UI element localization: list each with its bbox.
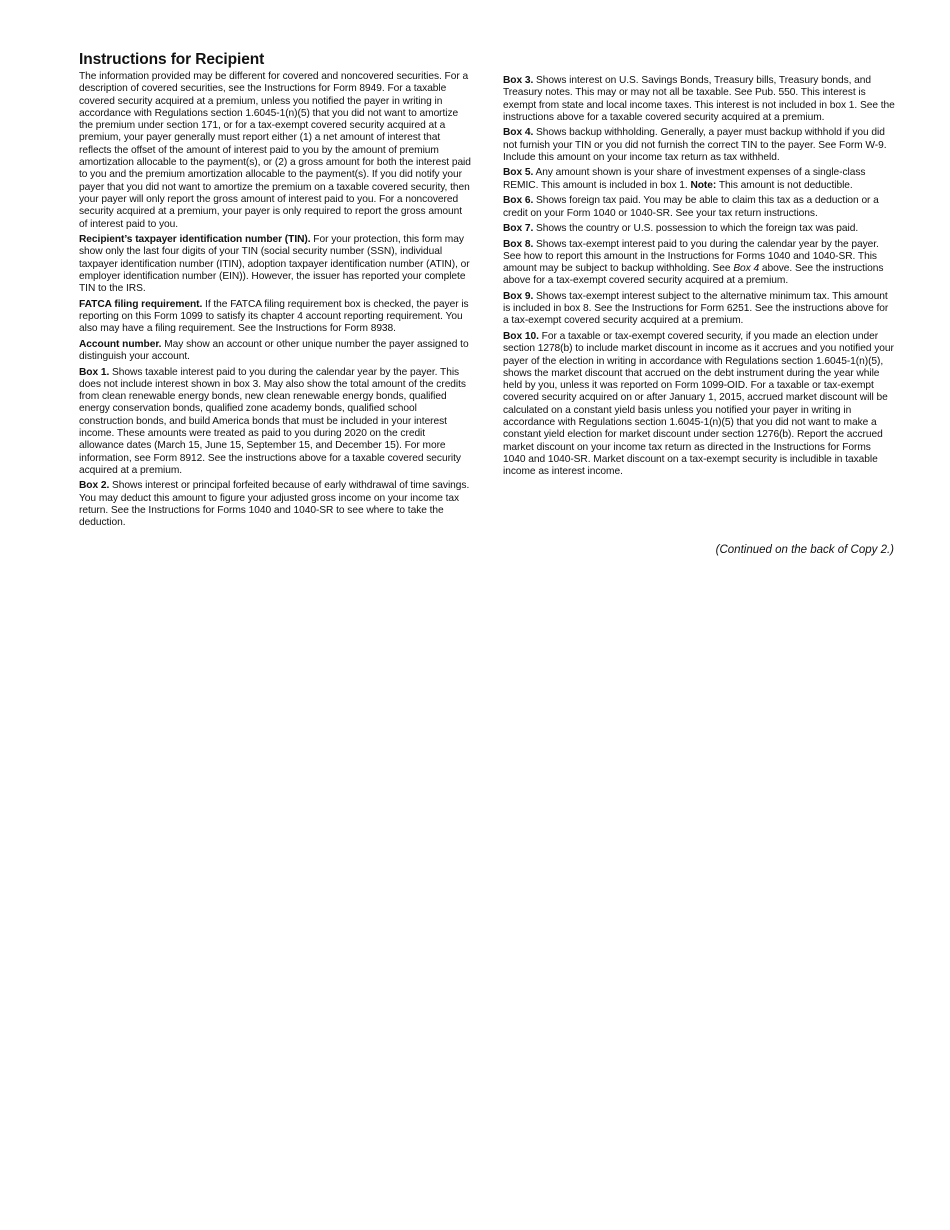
box3-paragraph — [503, 75, 895, 124]
account-text: May show an account or other unique number the payer assigned to distinguish your account. — [79, 338, 469, 363]
left-column — [79, 71, 471, 533]
box2-paragraph — [79, 480, 471, 529]
fatca-text: If the FATCA filing requirement box is checked, the payer is reporting on this Form 1099 to satisfy its chapter 4 account reporting requirement. You also may have a filing requirement. See the Instructions for Form 8938. — [79, 298, 469, 335]
box10-heading: Box 10. — [503, 330, 539, 342]
fatca-heading: FATCA filing requirement. — [79, 298, 203, 310]
box5-paragraph — [503, 167, 895, 192]
box8-text-a: Shows tax-exempt interest paid to you during the calendar year by the payer. See how to report this amount in the Instructions for Forms 1040 and 1040-SR. This amount may be subject to backup withholding. See — [503, 238, 879, 275]
box9-heading: Box 9. — [503, 290, 534, 302]
box4-paragraph — [503, 127, 895, 164]
box7-heading: Box 7. — [503, 223, 534, 235]
box9-paragraph — [503, 291, 895, 328]
box7-paragraph — [503, 223, 895, 235]
box8-reference: Box 4 — [733, 263, 760, 275]
fatca-paragraph — [79, 299, 471, 336]
box1-heading: Box 1. — [79, 366, 110, 378]
box1-paragraph — [79, 367, 471, 478]
box10-text: For a taxable or tax-exempt covered security, if you made an election under section 1278(b) to include market discount in income as it accrues and you notified your payer of the election in writing in accordance with Regulations section 1.6045-1(n)(5), shows the market discount that accrued on the debt instrument during the year while held by you, unless it was reported on Form 1099-OID. For a taxable or tax-exempt covered security acquired on or after January 1, 2015, accrued market discount will be calculated on a constant yield basis unless you notified your payer in writing in accordance with Regulations section 1.6045-1(n)(5) that you did not want to make a constant yield election for market discount under section 1276(b). Report the accrued market discount on your income tax return as directed in the Instructions for Forms 1040 and 1040-SR. Market discount on a tax-exempt security is includible in taxable income as interest income. — [503, 330, 894, 478]
tin-paragraph — [79, 234, 471, 295]
box9-text: Shows tax-exempt interest subject to the alternative minimum tax. This amount is included in box 8. See the Instructions for Form 6251. See the instructions above for a tax-exempt covered security acquired at a premium. — [503, 290, 889, 327]
page-title: Instructions for Recipient — [79, 51, 265, 68]
box6-text: Shows foreign tax paid. You may be able to claim this tax as a deduction or a credit on your Form 1040 or 1040-SR. See your tax return instructions. — [503, 195, 879, 219]
box5-heading: Box 5. — [503, 167, 534, 179]
box6-paragraph — [503, 195, 895, 220]
box3-heading: Box 3. — [503, 75, 534, 86]
box6-heading: Box 6. — [503, 195, 534, 207]
box5-note-label: Note: — [690, 179, 717, 191]
box1-text: Shows taxable interest paid to you during the calendar year by the payer. This does not include interest shown in box 3. May also show the total amount of the credits from clean renewable energy bonds, new clean renewable energy bonds, qualified energy conservation bonds, qualified zone academy bonds, qualified school construction bonds, and build America bonds that must be included in your interest income. These amounts were treated as paid to you during 2020 on the credit allowance dates (March 15, June 15, September 15, and December 15). For more information, see Form 8912. See the instructions above for a taxable covered security acquired at a premium. — [79, 366, 466, 476]
intro-paragraph: The information provided may be different for covered and noncovered securities. For a description of covered securities, see the Instructions for Form 8949. For a taxable covered security acquired at a premium, unless you notified the payer in writing in accordance with Regulations section 1.6045-1(n)(5) that you did not want to amortize the premium under section 171, or for a tax-exempt covered security acquired at a premium, your payer generally must report either (1) a net amount of interest that reflects the offset of the amount of interest paid to you by the amount of premium amortization allocable to the payment(s), or (2) a gross amount for both the interest paid to you and the premium amortization allocable to the payment(s). If you did notify your payer that you did not want to amortize the premium on a taxable covered security, then your payer will only report the gross amount of interest paid to you. For a noncovered security acquired at a premium, your payer is only required to report the gross amount of interest paid to you. — [79, 71, 471, 230]
box4-heading: Box 4. — [503, 127, 534, 139]
box4-text: Shows backup withholding. Generally, a payer must backup withhold if you did not furnish your TIN or you did not furnish the correct TIN to the payer. See Form W-9. Include this amount on your income tax return as tax withheld. — [503, 127, 887, 163]
box2-text: Shows interest or principal forfeited because of early withdrawal of time savings. You may deduct this amount to figure your adjusted gross income on your income tax return. See the Instructions for Forms 1040 and 1040-SR to see where to take the deduction. — [79, 480, 470, 529]
box8-paragraph — [503, 239, 895, 288]
box8-heading: Box 8. — [503, 238, 534, 250]
tin-heading: Recipient’s taxpayer identification number (TIN). — [79, 234, 311, 246]
box7-text: Shows the country or U.S. possession to which the foreign tax was paid. — [533, 223, 859, 235]
box5-text-a: Any amount shown is your share of investment expenses of a single-class REMIC. This amount is included in box 1. — [503, 167, 866, 191]
account-heading: Account number. — [79, 338, 162, 350]
box3-text: Shows interest on U.S. Savings Bonds, Treasury bills, Treasury bonds, and Treasury notes. This may or may not all be taxable. See Pub. 550. This interest is exempt from state and local income taxes. This interest is not included in box 1. See the instructions above for a taxable covered security acquired at a premium. — [503, 75, 895, 123]
tin-text: For your protection, this form may show only the last four digits of your TIN (social security number (SSN), individual taxpayer identification number (ITIN), adoption taxpayer identification number (ATIN), or employer identification number (EIN)). However, the issuer has reported your complete TIN to the IRS. — [79, 234, 470, 295]
continued-note: (Continued on the back of Copy 2.) — [715, 544, 894, 556]
box5-text-b: This amount is not deductible. — [716, 179, 853, 191]
box10-paragraph — [503, 331, 895, 479]
right-column — [503, 75, 895, 482]
box8-text-b: above. See the instructions above for a tax-exempt covered security acquired at a premium. — [503, 263, 884, 287]
box2-heading: Box 2. — [79, 480, 110, 492]
account-paragraph — [79, 339, 471, 364]
